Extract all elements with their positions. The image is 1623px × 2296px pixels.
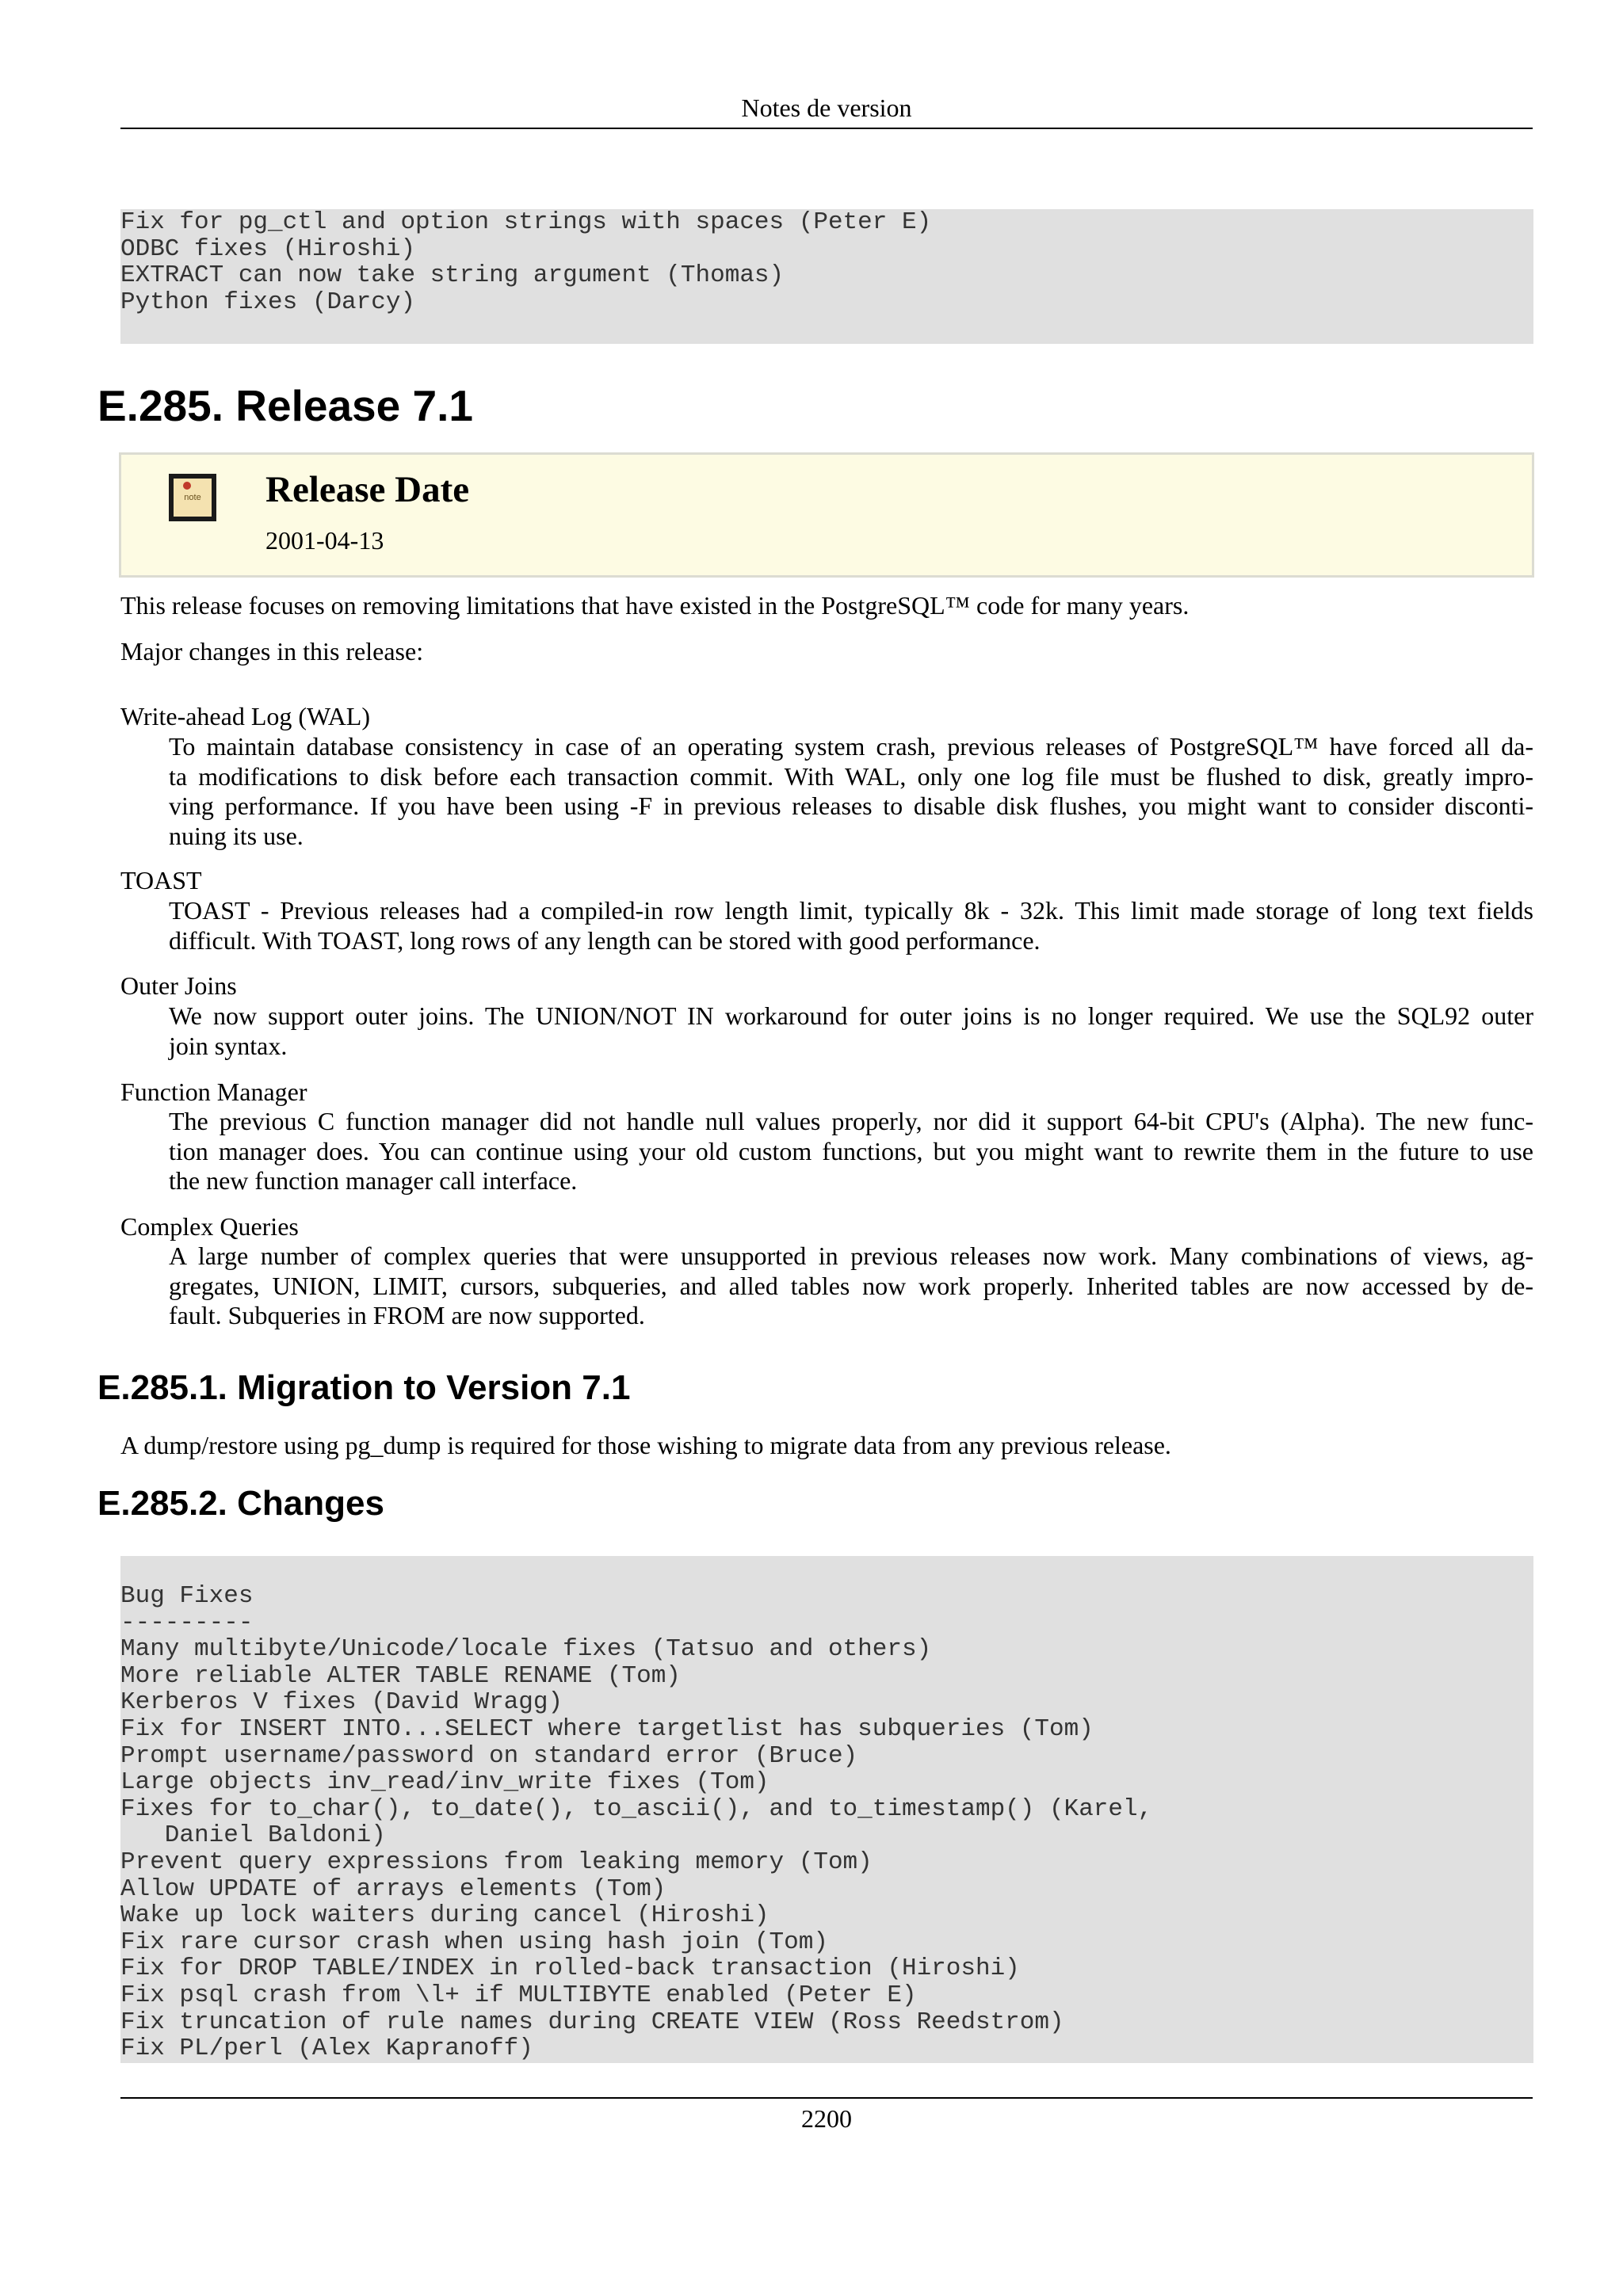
code-block-top: [120, 209, 1533, 344]
code-line: Allow UPDATE of arrays elements (Tom): [120, 1875, 666, 1903]
definition-line: ta modifications to disk before each transaction commit. With WAL, only one log file must be flushed to disk, greatly impro-: [169, 761, 1533, 791]
code-line: Wake up lock waiters during cancel (Hiroshi): [120, 1901, 769, 1930]
definition-line: We now support outer joins. The UNION/NOT IN workaround for outer joins is no longer required. We use the SQL92 outer: [169, 1001, 1533, 1030]
code-block-changes: [120, 1556, 1533, 2063]
running-header: Notes de version: [741, 93, 912, 122]
note-icon-label: note: [184, 493, 201, 502]
definition-line: ving performance. If you have been using -F in previous releases to disable disk flushes, you might want to consider disconti-: [169, 791, 1533, 820]
code-line: Fix psql crash from \l+ if MULTIBYTE enabled (Peter E): [120, 1981, 917, 2009]
code-line: ---------: [120, 1608, 254, 1637]
note-icon: [169, 474, 216, 521]
definition-line: tion manager does. You can continue using your old custom functions, but you might want to rewrite them in the future to use: [169, 1136, 1533, 1165]
footer-rule: [120, 2097, 1533, 2099]
code-line: Python fixes (Darcy): [120, 288, 416, 316]
intro-paragraph: This release focuses on removing limitations that have existed in the PostgreSQL™ code for many years.: [120, 591, 1190, 620]
definition-toast: [169, 896, 1533, 955]
definition-outer-joins: [169, 1001, 1533, 1061]
definition-complex-queries: [169, 1241, 1533, 1331]
major-changes-intro: Major changes in this release:: [120, 637, 424, 666]
code-line: ODBC fixes (Hiroshi): [120, 235, 416, 263]
definition-line: fault. Subqueries in FROM are now supported.: [169, 1301, 645, 1329]
page-number: 2200: [801, 2104, 852, 2133]
code-line: Bug Fixes: [120, 1582, 254, 1610]
definition-line: The previous C function manager did not handle null values properly, nor did it support 64-bit CPU's (Alpha). The new func-: [169, 1107, 1533, 1135]
migration-paragraph: A dump/restore using pg_dump is required for those wishing to migrate data from any previous release.: [120, 1431, 1171, 1459]
term-function-manager: Function Manager: [120, 1077, 307, 1106]
term-wal: Write-ahead Log (WAL): [120, 702, 370, 730]
code-line: Large objects inv_read/inv_write fixes (Tom): [120, 1768, 769, 1797]
definition-line: difficult. With TOAST, long rows of any length can be stored with good performance.: [169, 925, 1041, 955]
code-line: More reliable ALTER TABLE RENAME (Tom): [120, 1661, 681, 1690]
definition-wal: [169, 732, 1533, 851]
pin-icon: [183, 482, 191, 490]
definition-line: A large number of complex queries that were unsupported in previous releases now work. Many combinations of views, ag-: [169, 1241, 1533, 1270]
code-line: Fix for INSERT INTO...SELECT where targetlist has subqueries (Tom): [120, 1714, 1094, 1743]
code-line: Kerberos V fixes (David Wragg): [120, 1688, 563, 1717]
code-line: Many multibyte/Unicode/locale fixes (Tatsuo and others): [120, 1635, 932, 1664]
definition-line: join syntax.: [169, 1031, 288, 1060]
code-line: Fix PL/perl (Alex Kapranoff): [120, 2035, 533, 2063]
note-title: Release Date: [265, 469, 470, 510]
definition-function-manager: [169, 1107, 1533, 1196]
code-line: Fix for pg_ctl and option strings with spaces (Peter E): [120, 209, 932, 236]
code-line: Fix truncation of rule names during CREATE VIEW (Ross Reedstrom): [120, 2008, 1064, 2036]
release-date-note: [119, 452, 1534, 578]
code-line: Daniel Baldoni): [120, 1821, 386, 1850]
definition-line: gregates, UNION, LIMIT, cursors, subqueries, and alled tables now work properly. Inherited tables are now accessed by de-: [169, 1271, 1533, 1300]
term-outer-joins: Outer Joins: [120, 971, 237, 1000]
term-toast: TOAST: [120, 866, 202, 894]
code-line: Fix rare cursor crash when using hash join (Tom): [120, 1928, 828, 1956]
definition-line: the new function manager call interface.: [169, 1166, 578, 1195]
release-date: 2001-04-13: [265, 526, 384, 555]
code-line: EXTRACT can now take string argument (Thomas): [120, 261, 785, 290]
code-line: Fixes for to_char(), to_date(), to_ascii(), and to_timestamp() (Karel,: [120, 1794, 1153, 1823]
code-line: Prevent query expressions from leaking memory (Tom): [120, 1848, 873, 1876]
term-complex-queries: Complex Queries: [120, 1212, 299, 1241]
header-rule: [120, 128, 1533, 129]
definition-line: nuing its use.: [169, 821, 304, 850]
code-line: Fix for DROP TABLE/INDEX in rolled-back transaction (Hiroshi): [120, 1955, 1020, 1983]
definition-line: TOAST - Previous releases had a compiled-in row length limit, typically 8k - 32k. This limit made storage of long text fields: [169, 896, 1533, 925]
code-line: Prompt username/password on standard error (Bruce): [120, 1741, 858, 1770]
changes-heading: E.285.2. Changes: [97, 1484, 384, 1523]
section-heading: E.285. Release 7.1: [97, 381, 473, 430]
migration-heading: E.285.1. Migration to Version 7.1: [97, 1368, 631, 1407]
definition-line: To maintain database consistency in case of an operating system crash, previous releases of PostgreSQL™ have forced all da-: [169, 732, 1533, 761]
note-icon-paper: [174, 479, 212, 517]
